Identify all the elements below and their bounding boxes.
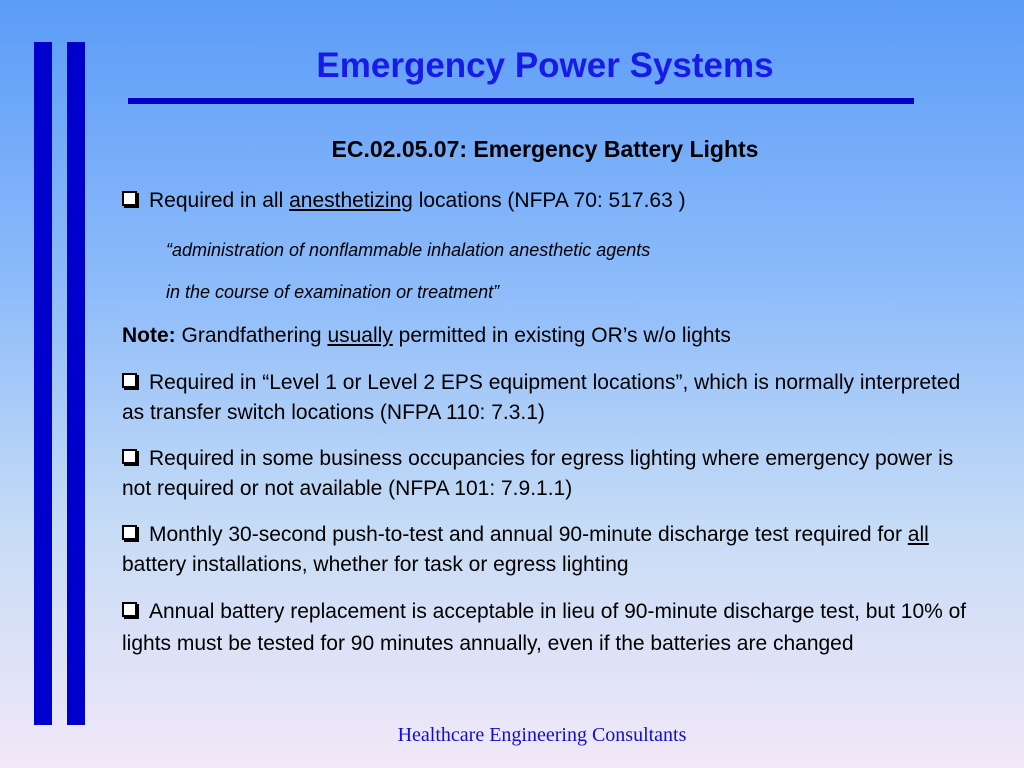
note-paragraph: Note: Grandfathering usually permitted in existing OR’s w/o lights [122,324,731,347]
bullet-item-annual-replacement: Annual battery replacement is acceptable in lieu of 90-minute discharge test, but 10% of lights must be tested for 90 minutes annually, even if the batteries are changed [122,600,967,655]
left-accent-bar-outer [34,42,52,725]
checkbox-square-icon [122,602,137,617]
bullet-item-anesthetizing: Required in all anesthetizing locations (NFPA 70: 517.63 ) [122,186,982,216]
checkbox-square-icon [122,525,137,540]
footer-company-name: Healthcare Engineering Consultants [397,724,687,746]
underlined-term: all [907,523,929,546]
note-label: Note: [122,324,176,347]
left-accent-bar-inner [67,42,85,725]
title-underline-rule [128,98,914,104]
slide-subtitle: EC.02.05.07: Emergency Battery Lights [331,136,759,162]
underlined-term: anesthetizing [289,189,413,212]
checkbox-square-icon [122,191,137,206]
checkbox-square-icon [122,373,137,388]
quote-line-1: “administration of nonflammable inhalation anesthetic agents [166,240,651,260]
bullet-item-eps-locations: Required in “Level 1 or Level 2 EPS equipment locations”, which is normally interpreted as transfer switch locations (NFPA 110: 7.3.1) [122,371,961,424]
checkbox-square-icon [122,449,137,464]
underlined-term: usually [327,324,393,347]
quote-line-2: in the course of examination or treatment” [166,282,500,302]
slide-title: Emergency Power Systems [316,46,774,85]
bullet-item-monthly-testing: Monthly 30-second push-to-test and annual 90-minute discharge test required for all battery installations, whether for task or egress lighting [122,523,929,576]
bullet-item-business-occupancies: Required in some business occupancies for egress lighting where emergency power is not required or not available (NFPA 101: 7.9.1.1) [122,447,954,500]
